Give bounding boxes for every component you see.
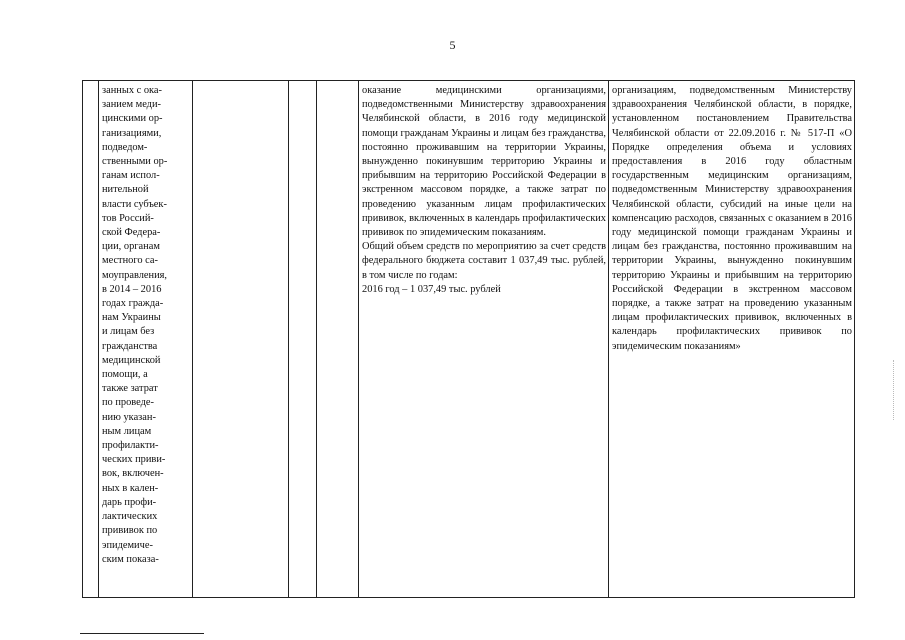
table-cell-col2 xyxy=(99,81,193,598)
measure-description: оказание медицинскими организациями, подведомственными Министерству здравоохранения Челябинской области, в 2016 году медицинской помощи гражданам Украины и лицам без гражданства, постоянно проживавшим на территории Украины, вынужденно покинувшим территорию Украины и прибывшим на территорию Российской Федерации в экстренном массовом порядке, а также затрат по проведению указанным лицам профилактических прививок, включенных в календарь профилактических прививок по эпидемическим показаниям. xyxy=(362,85,606,239)
table-cell-col1 xyxy=(83,81,99,598)
col2-line: нию указан- xyxy=(102,411,156,423)
col2-line: годах гражда- xyxy=(102,298,164,310)
col2-line: ганам испол- xyxy=(102,170,160,182)
col2-line: нам Украины xyxy=(102,312,161,324)
table-cell-col7 xyxy=(609,81,855,598)
col2-line: гражданства xyxy=(102,340,158,352)
col2-line: тов Россий- xyxy=(102,212,154,224)
col2-line: цинскими ор- xyxy=(102,113,163,125)
col2-line: по проведе- xyxy=(102,397,154,409)
col2-line: ственными ор- xyxy=(102,156,168,168)
table-cell-col5 xyxy=(317,81,359,598)
col2-line: дарь профи- xyxy=(102,496,157,508)
col2-line: помощи, а xyxy=(102,369,148,381)
col2-line: ганизациями, xyxy=(102,127,162,139)
col2-line: ции, органам xyxy=(102,241,160,253)
col2-line: ных в кален- xyxy=(102,482,159,494)
col2-line: ческих приви- xyxy=(102,454,166,466)
col2-line: моуправления, xyxy=(102,269,168,281)
table-row xyxy=(83,81,855,598)
scan-edge-marks xyxy=(893,360,898,420)
funding-total: Общий объем средств по мероприятию за счет средств федерального бюджета составит 1 037,49 тыс. рублей, в том числе по годам: xyxy=(362,241,606,281)
col2-line: лактических xyxy=(102,511,158,523)
col2-line: подведом- xyxy=(102,141,148,153)
col2-line: нительной xyxy=(102,184,149,196)
col2-line: и лицам без xyxy=(102,326,155,338)
col2-line: эпидемиче- xyxy=(102,539,153,551)
table-cell-col3 xyxy=(193,81,289,598)
funding-by-year: 2016 год – 1 037,49 тыс. рублей xyxy=(362,283,501,295)
col2-line: профилакти- xyxy=(102,440,159,452)
table-cell-col6 xyxy=(359,81,609,598)
col2-line: власти субъек- xyxy=(102,198,167,210)
col2-line: ским показа- xyxy=(102,553,159,565)
col2-text-block xyxy=(102,84,190,567)
col2-line: занием меди- xyxy=(102,99,161,111)
col2-line: вок, включен- xyxy=(102,468,164,480)
col2-line: в 2014 – 2016 xyxy=(102,283,162,295)
col2-line: ской Федера- xyxy=(102,227,161,239)
col2-line: занных с ока- xyxy=(102,85,162,96)
page-number: 5 xyxy=(449,38,456,52)
col2-line: местного са- xyxy=(102,255,158,267)
footnote-rule xyxy=(80,633,204,634)
col2-line: также затрат xyxy=(102,383,158,395)
document-table xyxy=(82,80,855,598)
col2-line: ным лицам xyxy=(102,425,152,437)
col2-line: прививок по xyxy=(102,525,158,537)
regulation-text: организациям, подведомственным Министерству здравоохранения Челябинской области, в порядке, установленном постановлением Правительства Челябинской области от 22.09.2016 г. № 517-П «О Порядке определения объема и условиях предоставления в 2016 году областным государственным медицинским организациям, подведомственным Министерству здравоохранения Челябинской области, субсидий на иные цели на компенсацию расходов, связанных с оказанием в 2016 году медицинской помощи гражданам Украины и лицам без гражданства, постоянно проживавшим на территории Украины, вынужденно покинувшим территорию Украины и прибывшим на территорию Российской Федерации в экстренном массовом порядке, а также затрат на проведению указанным лицам профилактических прививок, включенных в календарь профилактических прививок по эпидемическим показаниям» xyxy=(612,85,852,352)
table-cell-col4 xyxy=(289,81,317,598)
col2-line: медицинской xyxy=(102,354,161,366)
